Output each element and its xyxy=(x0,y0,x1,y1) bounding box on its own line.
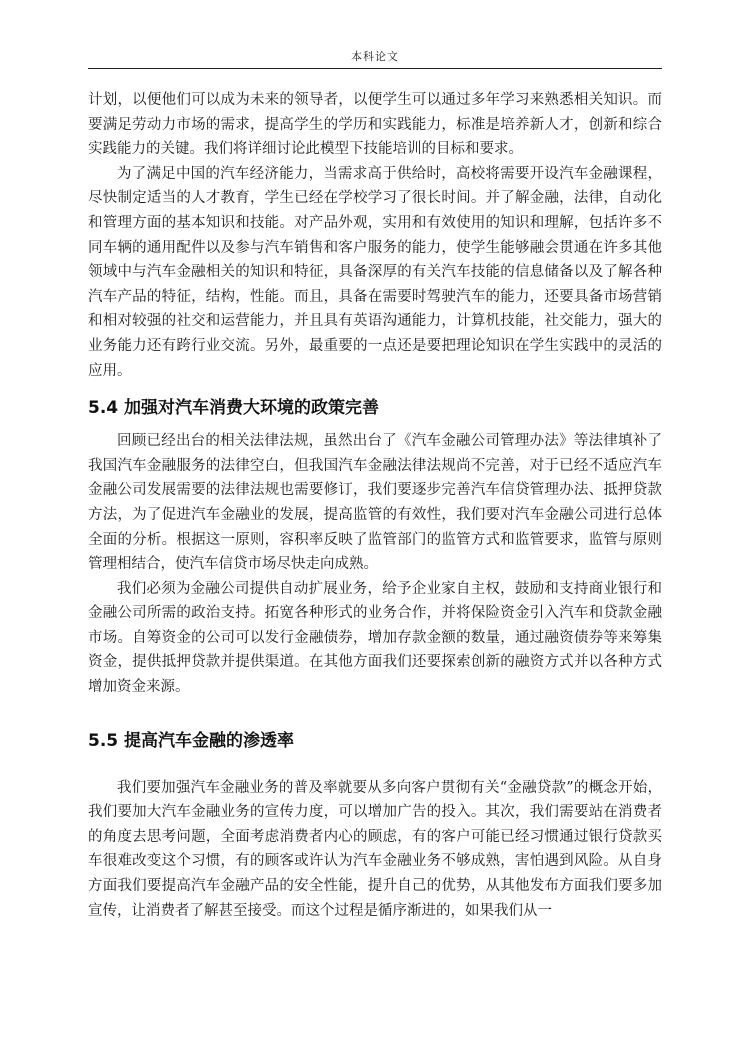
paragraph-penetration-rate: 我们要加强汽车金融业务的普及率就要从多向客户贯彻有关“金融贷款”的概念开始，我们要加大汽车金融业务的宣传力度，可以增加广告的投入。其次，我们需要站在消费者的角度去思考问题，全面考虑消费者内心的顾虑，有的客户可能已经习惯通过银行贷款买车很难改变这个习惯，有的顾客或许认为汽车金融业务不够成熟，害怕遇到风险。从自身方面我们要提高汽车金融产品的安全性能，提升自己的优势，从其他发布方面我们要多加宣传，让消费者了解甚至接受。而这个过程是循序渐进的，如果我们从一 xyxy=(88,779,662,919)
page-body xyxy=(88,88,662,923)
paragraph-financing-support: 我们必须为金融公司提供自动扩展业务，给予企业家自主权，鼓励和支持商业银行和金融公司所需的政治支持。拓宽各种形式的业务合作，并将保险资金引入汽车和贷款金融市场。自筹资金的公司可以发行金融债券，增加存款金额的数量，通过融资债券等来筹集资金，提供抵押贷款并提供渠道。在其他方面我们还要探索创新的融资方式并以各种方式增加资金来源。 xyxy=(88,580,662,696)
header-rule xyxy=(88,68,662,69)
paragraph-talent-training: 为了满足中国的汽车经济能力，当需求高于供给时，高校将需要开设汽车金融课程，尽快制定适当的人才教育，学生已经在学校学习了很长时间。并了解金融，法律，自动化和管理方面的基本知识和技能。对产品外观，实用和有效使用的知识和理解，包括许多不同车辆的通用配件以及参与汽车销售和客户服务的能力，使学生能够融会贯通在许多其他领域中与汽车金融相关的知识和特征，具备深厚的有关汽车技能的信息储备以及了解各种汽车产品的特征，结构，性能。而且，具备在需要时驾驶汽车的能力，还要具备市场营销和相对较强的社交和运营能力，并且具有英语沟通能力，计算机技能，社交能力，强大的业务能力还有跨行业交流。另外，最重要的一点还是要把理论知识在学生实践中的灵活的应用。 xyxy=(88,165,662,379)
running-header: 本科论文 xyxy=(351,50,399,63)
section-heading-5-4: 5.4 加强对汽车消费大环境的政策完善 xyxy=(88,398,380,419)
section-heading-5-5: 5.5 提高汽车金融的渗透率 xyxy=(88,730,295,751)
paragraph-continuation: 计划，以便他们可以成为未来的领导者，以便学生可以通过多年学习来熟悉相关知识。而要满足劳动力市场的需求，提高学生的学历和实践能力，标准是培养新人才，创新和综合实践能力的关键。我们将详细讨论此模型下技能培训的目标和要求。 xyxy=(88,92,662,158)
paragraph-legal-framework: 回顾已经出台的相关法律法规，虽然出台了《汽车金融公司管理办法》等法律填补了我国汽车金融服务的法律空白，但我国汽车金融法律法规尚不完善，对于已经不适应汽车金融公司发展需要的法律法规也需要修订，我们要逐步完善汽车信贷管理办法、抵押贷款方法，为了促进汽车金融业的发展，提高监管的有效性，我们要对汽车金融公司进行总体全面的分析。根据这一原则，容积率反映了监管部门的监管方式和监管要求，监管与原则管理相结合，使汽车信贷市场尽快走向成熟。 xyxy=(88,433,662,573)
